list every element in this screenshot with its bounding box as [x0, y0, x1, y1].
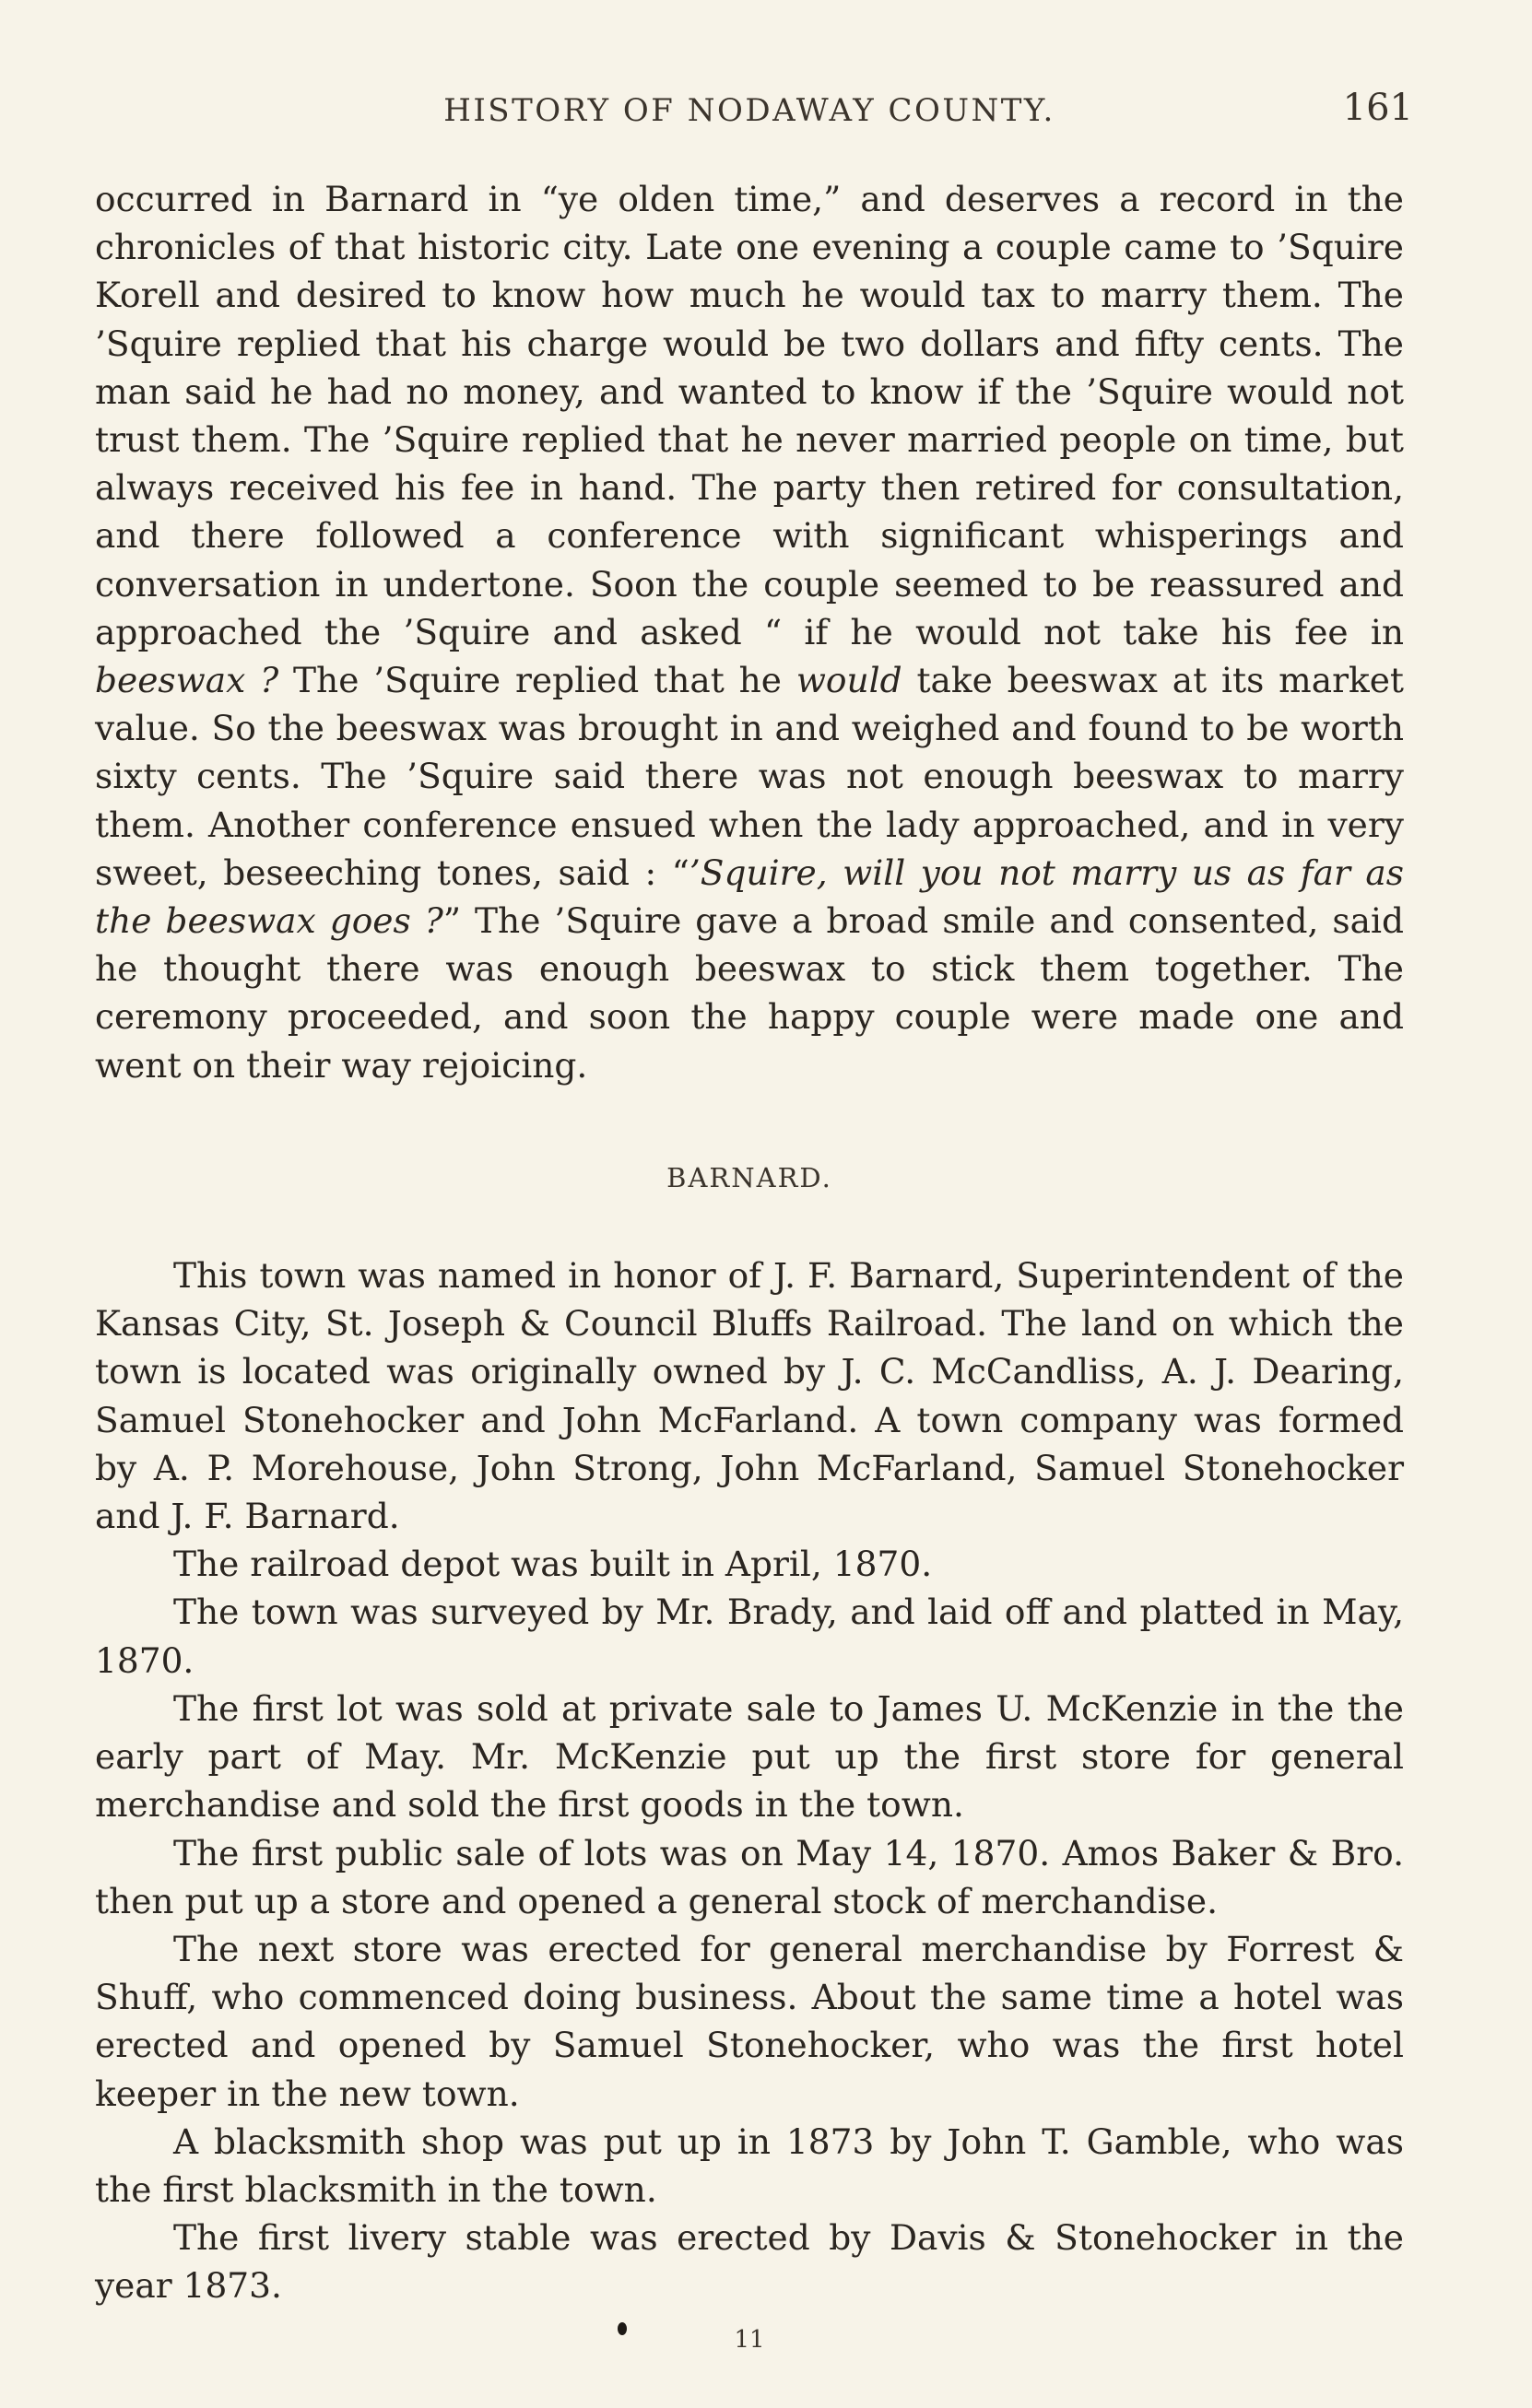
signature-mark: 11 [734, 2325, 765, 2354]
section-paragraph: The first lot was sold at private sale to James U. McKenzie in the the early part of May. Mr. McKenzie put up the first store for general merchandise and sold the first goods in the town. [95, 1687, 1404, 1826]
page-number: 161 [1342, 87, 1413, 129]
section-paragraph: The first public sale of lots was on May 14, 1870. Amos Baker & Bro. then put up a store and opened a general stock of merchandise. [95, 1832, 1404, 1921]
story-text-4: ” The ’Squire gave a broad smile and consented, said he thought there was enough beeswax to stick them together. The ceremony proceeded, and soon the happy couple were made one and went on their way rejoicing. [95, 900, 1404, 1086]
story-italic-would: would [795, 660, 902, 701]
section-paragraph: A blacksmith shop was put up in 1873 by John T. Gamble, who was the first blacksmith in the town. [95, 2120, 1404, 2210]
ink-dot [618, 2322, 627, 2335]
section-paragraph: The first livery stable was erected by Davis & Stonehocker in the year 1873. [95, 2217, 1404, 2307]
running-head [95, 74, 1413, 138]
section-paragraph: The town was surveyed by Mr. Brady, and laid off and platted in May, 1870. [95, 1592, 1404, 1681]
book-page [95, 74, 1413, 2364]
body-text [95, 175, 1404, 2364]
story-text-1: occurred in Barnard in “ye olden time,” and deserves a record in the chronicles of that historic city. Late one evening a couple came to ’Squire Korell and desired to know how much he would tax to marry them. The ’Squire replied that his charge would be two dollars and fifty cents. The man said he had no money, and wanted to know if the ’Squire would not trust them. The ’Squire replied that he never married people on time, but always received his fee in hand. The party then retired for consultation, and there followed a conference with significant whisperings and conversation in undertone. Soon the couple seemed to be reassured and approached the ’Squire and asked “ if he would not take his fee in [95, 179, 1404, 652]
story-text-2: The ’Squire replied that he [278, 660, 796, 701]
story-italic-beeswax: beeswax ? [95, 660, 279, 701]
running-title: HISTORY OF NODAWAY COUNTY. [443, 92, 1055, 129]
section-heading: BARNARD. [666, 1161, 832, 1193]
story-italic-quote: ’Squire, will you not marry us as far as the beeswax goes ? [95, 852, 1404, 942]
section-paragraph: The railroad depot was built in April, 1870. [173, 1544, 933, 1585]
story-text-3: take beeswax at its market value. So the beeswax was brought in and weighed and found to be worth sixty cents. The ’Squire said there was not enough beeswax to marry them. Another conference ensued when the lady approached, and in very sweet, beseeching tones, said : “ [95, 660, 1405, 893]
section-paragraph: The next store was erected for general merchandise by Forrest & Shuff, who commenced doing business. About the same time a hotel was erected and opened by Samuel Stonehocker, who was the first hotel keeper in the new town. [95, 1928, 1404, 2114]
story-paragraph [95, 175, 1404, 1089]
section-paragraph: This town was named in honor of J. F. Barnard, Superintendent of the Kansas City, St. Joseph & Council Bluffs Railroad. The land on which the town is located was originally owned by J. C. McCandliss, A. J. Dearing, Samuel Stonehocker and John McFarland. A town company was formed by A. P. Morehouse, John Strong, John McFarland, Samuel Stonehocker and J. F. Barnard. [95, 1255, 1404, 1537]
